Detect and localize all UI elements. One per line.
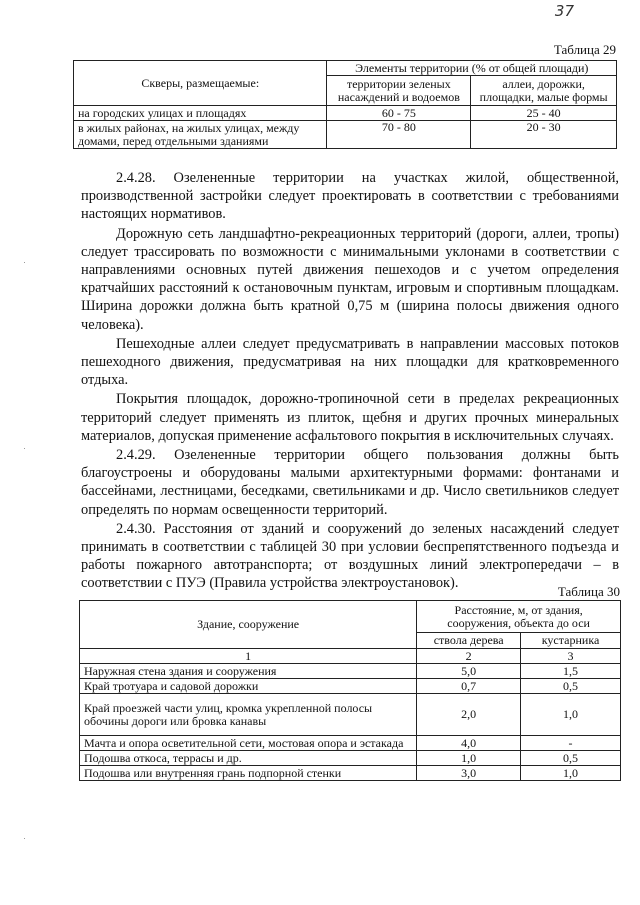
- table30-header-group: Расстояние, м, от здания, сооружения, объекта до оси: [417, 601, 621, 633]
- row-value: 1,5: [521, 664, 621, 679]
- row-label: в жилых районах, на жилых улицах, между домами, перед отдельными зданиями: [74, 121, 327, 149]
- row-value: 4,0: [417, 736, 521, 751]
- table-row: [80, 751, 621, 766]
- scan-speck: [24, 448, 25, 449]
- page-number: 37: [554, 2, 574, 20]
- paragraph: Покрытия площадок, дорожно-тропиночной сети в пределах рекреационных территорий следует применять из плиток, щебня и других прочных минеральных материалов, допуская применение асфальтового покрытия в исключительных случаях.: [81, 391, 619, 444]
- table29-header-group: Элементы территории (% от общей площади): [327, 61, 617, 76]
- row-value: 70 - 80: [327, 121, 471, 149]
- row-value: 2,0: [417, 694, 521, 736]
- table29-col2: аллеи, дорожки, площадки, малые формы: [471, 76, 617, 106]
- paragraph: 2.4.30. Расстояния от зданий и сооружений до зеленых насаждений следует принимать в соответствии с таблицей 30 при условии беспрепятственного подъезда и работы пожарного автотранспорта; от воздушных линий электропередачи – в соответствии с ПУЭ (Правила устройства электроустановок).: [81, 520, 619, 592]
- row-value: 1,0: [521, 766, 621, 781]
- table30-caption: Таблица 30: [557, 584, 620, 599]
- table29-col1: территории зеленых насаждений и водоемов: [327, 76, 471, 106]
- table30-col1: ствола дерева: [417, 633, 521, 649]
- table-row: [74, 106, 617, 121]
- table-row: [80, 679, 621, 694]
- row-label: на городских улицах и площадях: [74, 106, 327, 121]
- row-label: Подошва откоса, террасы и др.: [80, 751, 417, 766]
- paragraph: 2.4.28. Озелененные территории на участках жилой, общественной, производственной застройки следует проектировать в соответствии с требованиями настоящих нормативов.: [81, 170, 619, 223]
- row-value: 0,7: [417, 679, 521, 694]
- table-row: [80, 664, 621, 679]
- row-value: 20 - 30: [471, 121, 617, 149]
- row-value: -: [521, 736, 621, 751]
- row-value: 0,5: [521, 751, 621, 766]
- row-value: 0,5: [521, 679, 621, 694]
- body-text: [81, 169, 619, 594]
- row-label: Край тротуара и садовой дорожки: [80, 679, 417, 694]
- row-value: 25 - 40: [471, 106, 617, 121]
- row-label: Наружная стена здания и сооружения: [80, 664, 417, 679]
- row-value: 5,0: [417, 664, 521, 679]
- table-row: [80, 736, 621, 751]
- row-label: Подошва или внутренняя грань подпорной стенки: [80, 766, 417, 781]
- row-value: 3,0: [417, 766, 521, 781]
- table-row: [80, 694, 621, 736]
- column-number: 2: [417, 649, 521, 664]
- row-value: 60 - 75: [327, 106, 471, 121]
- row-label: Мачта и опора осветительной сети, мостовая опора и эстакада: [80, 736, 417, 751]
- column-number: 3: [521, 649, 621, 664]
- paragraph: Дорожную сеть ландшафтно-рекреационных территорий (дороги, аллеи, тропы) следует трассировать по возможности с минимальными уклонами в соответствии с направлениями основных путей движения пешеходов и с учетом определения кратчайших расстояний к остановочным пунктам, игровым и спортивным площадкам. Ширина дорожки должна быть кратной 0,75 м (ширина полосы движения одного человека).: [81, 225, 619, 333]
- paragraph: 2.4.29. Озелененные территории общего пользования должны быть благоустроены и оборудованы малыми архитектурными формами: фонтанами и бассейнами, лестницами, беседками, светильниками и др. Число светильников следует определять по нормам освещенности территорий.: [81, 447, 619, 518]
- table-row: [80, 766, 621, 781]
- scan-speck: [24, 838, 25, 839]
- table30: [79, 600, 621, 781]
- paragraph: Пешеходные аллеи следует предусматривать в направлении массовых потоков пешеходного движения, предусматривая на них площадки для кратковременного отдыха.: [81, 335, 619, 389]
- scan-speck: [24, 262, 25, 263]
- row-value: 1,0: [417, 751, 521, 766]
- table29-header-left: Скверы, размещаемые:: [74, 61, 327, 106]
- table29-caption: Таблица 29: [553, 42, 616, 57]
- table30-col2: кустарника: [521, 633, 621, 649]
- column-number: 1: [80, 649, 417, 664]
- table30-header-left: Здание, сооружение: [80, 601, 417, 649]
- table-row: [74, 121, 617, 149]
- table29: [73, 60, 617, 149]
- row-value: 1,0: [521, 694, 621, 736]
- row-label: Край проезжей части улиц, кромка укрепленной полосы обочины дороги или бровка канавы: [80, 694, 417, 736]
